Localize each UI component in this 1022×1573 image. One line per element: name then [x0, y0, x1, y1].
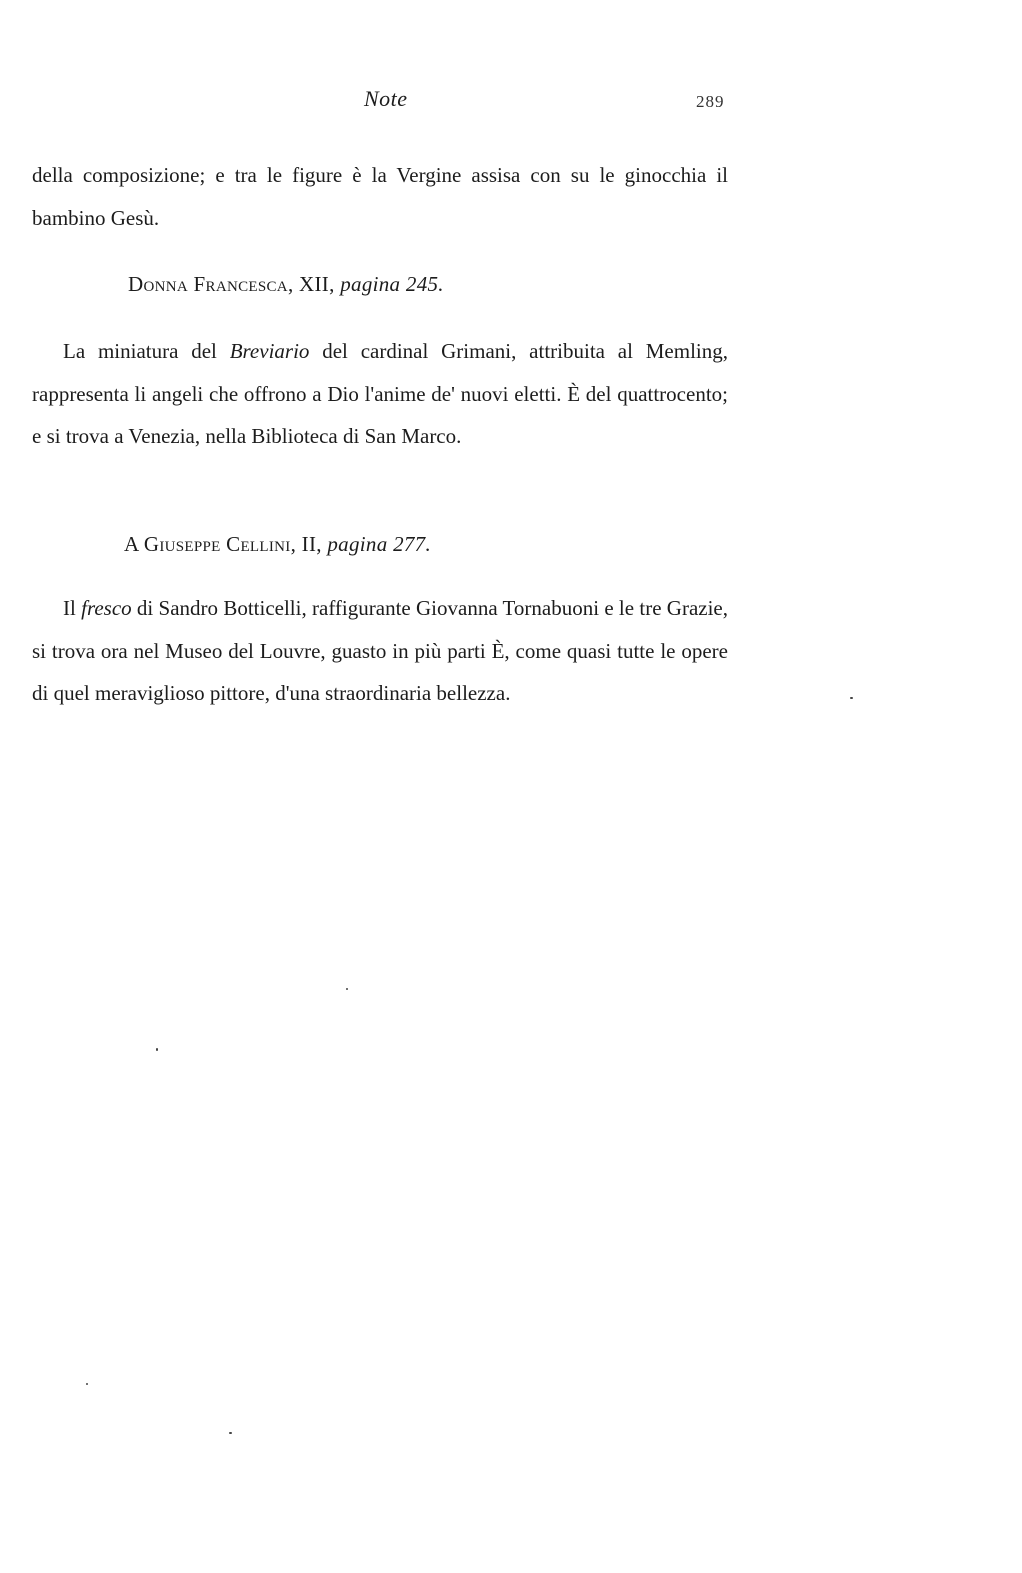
- paragraph-text: [32, 587, 728, 715]
- running-head: [0, 78, 1022, 118]
- paragraph-text: della composizione; e tra le figure è la Vergine assisa con su le ginocchia il bambino Gesù.: [32, 163, 728, 230]
- scan-speck: [229, 1432, 232, 1434]
- scan-speck: [86, 1383, 88, 1385]
- page-number: 289: [696, 92, 725, 111]
- running-title: Note: [364, 86, 408, 111]
- scan-speck: [850, 697, 853, 699]
- scan-speck: [346, 988, 348, 990]
- paragraph-rest: del cardinal Grimani, attribuita al Memling, rappresenta li angeli che offrono a Dio l'anime de' nuovi eletti. È del quattrocento; e si trova a Venezia, nella Biblioteca di San Marco.: [32, 339, 728, 448]
- heading-page-number: 277.: [387, 532, 432, 556]
- heading-page-word: pagina: [327, 532, 388, 556]
- paragraph-italic-title: Breviario: [229, 339, 310, 363]
- heading-page-word: pagina: [340, 272, 401, 296]
- heading-title: Donna Francesca: [128, 272, 288, 296]
- paragraph-intro: Il: [63, 596, 82, 620]
- section-heading-giuseppe-cellini: [124, 532, 431, 557]
- scan-speck: [156, 1048, 158, 1051]
- paragraph-fresco: [32, 587, 728, 715]
- heading-title: A Giuseppe Cellini: [124, 532, 291, 556]
- heading-roman: , II,: [290, 532, 328, 556]
- section-heading-donna-francesca: [128, 272, 444, 297]
- heading-roman: , XII,: [287, 272, 341, 296]
- paragraph-italic-term: fresco: [81, 596, 132, 620]
- paragraph-continuation: [32, 154, 728, 239]
- paragraph-text: [32, 330, 728, 458]
- paragraph-rest: di Sandro Botticelli, raffigurante Giovanna Tornabuoni e le tre Grazie, si trova ora nel Museo del Louvre, guasto in più parti È, come quasi tutte le opere di quel meraviglioso pittore, d'una straordinaria bellezza.: [32, 596, 728, 705]
- paragraph-intro: La miniatura del: [63, 339, 230, 363]
- paragraph-breviario: [32, 330, 728, 458]
- heading-page-number: 245.: [400, 272, 444, 296]
